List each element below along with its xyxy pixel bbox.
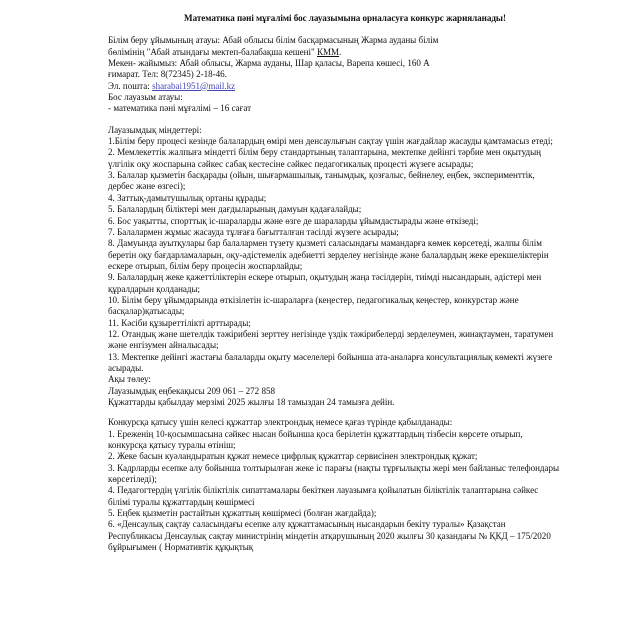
org-name-line1: Білім беру ұйымының атауы: Абай облысы білім басқармасының Жарма ауданы білім: [108, 35, 439, 46]
duty-item: 4. Заттық-дамытушылық ортаны құрады;: [108, 192, 267, 203]
duty-item: 2. Мемлекеттік жалпыға міндетті білім беру стандартының талаптарына, мектепке дейінгі тәрбие мен оқытудың үлгілік оқу жоспарына сәйкес сабақ кестесіне сәйкес педагогикалық процесті жүзеге асырады;: [108, 147, 542, 169]
phone-line: ғимарат. Тел: 8(72345) 2-18-46.: [108, 69, 227, 80]
duty-item: 1.Білім беру процесі кезінде балалардың өмірі мен денсаулығын сақтау үшін жағдайлар жасауды қамтамасыз етеді;: [108, 136, 553, 147]
payment-section: [108, 374, 560, 408]
email-line: [108, 81, 560, 92]
duty-item: 6. Бос уақытты, спорттық іс-шараларды және өзге де шараларды ұйымдастырады және өткізеді;: [108, 215, 479, 226]
spacer-before-duties: [108, 115, 560, 125]
vacancy-label: Бос лауазым атауы:: [108, 92, 183, 103]
duty-item: 10. Білім беру ұйымдарында өткізілетін іс-шараларға (кеңестер, педагогикалық кеңестер, конкурстар және басқалар)қатысады;: [108, 294, 519, 317]
duty-item: 9. Балалардың жеке қажеттіліктерін ескере отырып, оқытудың жаңа тәсілдерін, тиімді нысандарын, әдістері мен құралдарын қолданады;: [108, 272, 542, 294]
org-legal-form-abbrev: КММ: [316, 46, 340, 57]
document-item: 5. Еңбек қызметін растайтын құжаттың көшірмесі (болған жағдайда);: [108, 508, 377, 519]
submission-deadline: Құжаттарды қабылдау мерзімі 2025 жылғы 18 тамыздан 24 тамызға дейін.: [108, 397, 395, 408]
org-name-line2: [108, 47, 560, 58]
duty-item: 11. Кәсіби құзыреттілікті арттырады;: [108, 317, 251, 328]
duty-item: 5. Балалардың біліктері мен дағдыларының дамуын қадағалайды;: [108, 204, 362, 215]
spacer-before-documents: [108, 408, 560, 417]
org-name-line2-prefix: бөлімінің "Абай атындағы мектеп-балабақша кешені": [108, 46, 317, 57]
email-label: Эл. пошта:: [108, 80, 153, 91]
duty-item: 8. Дамуында ауытқулары бар балалармен түзету қызметі саласындағы мамандарға көмек көрсетеді, жалпы білім беретін оқу бағдарламаларын, оқу-әдістемелік әдебиетті зерделеу негізінде және балалардың жеке ерекшеліктерін ескере отырып, білім беру процесін жоспарлайды;: [108, 238, 549, 271]
duty-item: 12. Отандық және шетелдік тәжірибені зерттеу негізінде үздік тәжірибелерді зерделеумен, жинақтаумен, таратумен және енгізумен айналысады;: [108, 328, 554, 351]
org-name-line2-suffix: .: [339, 46, 342, 57]
address-line: Мекен- жайымыз: Абай облысы, Жарма ауданы, Шар қаласы, Варепа көшесі, 160 А: [108, 58, 430, 69]
salary-range: Лауазымдық еңбекақысы 209 061 – 272 858: [108, 385, 275, 396]
document-item: 6. «Денсаулық сақтау саласындағы есепке алу құжаттамасының нысандарын бекіту туралы» Қазақстан Республикасы Денсаулық сақтау министрінің міндетін атқарушының 2020 жылғы 30 қазандағы № ҚКД – 175/2020 бұйрығымен ( Нормативтік құқықтық: [108, 519, 551, 553]
document-item: 4. Педагогтердің үлгілік біліктілік сипаттамалары бекіткен лауазымға қойылатын біліктілік талаптарына сәйкес білімі туралы құжаттардың көшірмесі: [108, 485, 539, 507]
page-title: Математика пәні мұғалімі бос лауазымына орналасуға конкурс жарияланады!: [184, 13, 506, 23]
organization-section: [108, 35, 560, 114]
vacancy-item: - математика пәні мұғалімі – 16 сағат: [108, 103, 252, 114]
required-documents-section: [108, 417, 560, 553]
email-link[interactable]: sharabai1951@mail.kz: [152, 80, 236, 91]
duty-item: 7. Балалармен жұмыс жасауда тұлғаға бағытталған тәсілді жүзеге асырады;: [108, 226, 399, 237]
document-item: 3. Кадрларды есепке алу бойынша толтырылған жеке іс парағы (нақты тұрғылықты жері мен байланыс телефондары көрсетіледі);: [108, 462, 560, 485]
duty-item: 3. Балалар қызметін басқарады (ойын, шығармашылық, танымдық, қозғалыс, бейнелеу, еңбек, эксперименттік, дербес және өзгесі);: [108, 170, 535, 192]
duties-heading: Лауазымдық міндеттері:: [108, 124, 202, 135]
document-item: 2. Жеке басын куәландыратын құжат немесе цифрлық құжаттар сервисінен электрондық құжат;: [108, 451, 478, 462]
document-item: 1. Ереженің 10-қосымшасына сәйкес нысан бойынша қоса берілетін құжаттардың тізбесін көрсете отырып, конкурсқа қатысу туралы өтініш;: [108, 428, 523, 451]
duties-section: [108, 125, 560, 375]
duty-item: 13. Мектепке дейінгі жастағы балаларды оқыту мәселелері бойынша ата-аналарға консультациялық көмекті жүзеге асырады.: [108, 351, 553, 373]
documents-heading: Конкурсқа қатысу үшін келесі құжаттар электрондық немесе қағаз түрінде қабылданады:: [108, 417, 453, 428]
payment-heading: Ақы төлеу:: [108, 374, 151, 385]
